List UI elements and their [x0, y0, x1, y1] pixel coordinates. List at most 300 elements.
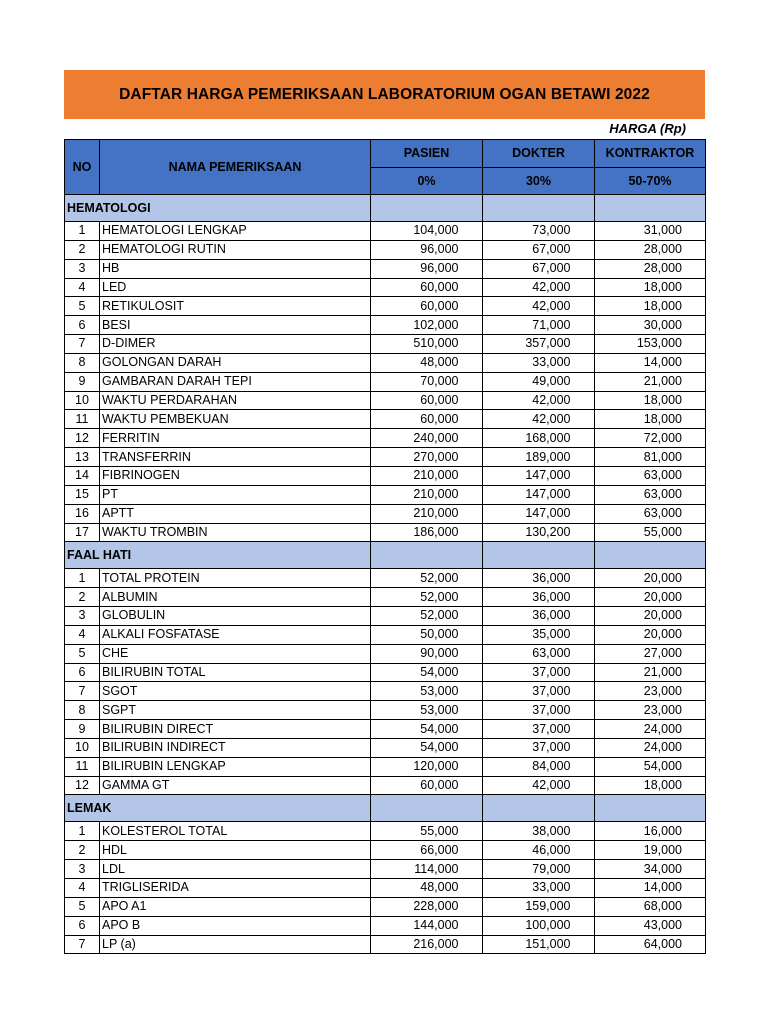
- row-number: 2: [65, 588, 100, 607]
- price-pasien-value: 270,000: [413, 449, 459, 464]
- exam-name: BESI: [100, 316, 371, 335]
- price-kontraktor: [595, 466, 706, 485]
- price-pasien: [371, 222, 483, 241]
- exam-name: GAMMA GT: [100, 776, 371, 795]
- price-pasien: [371, 523, 483, 542]
- header-pasien: PASIEN: [371, 140, 483, 168]
- exam-name: APO A1: [100, 897, 371, 916]
- price-kontraktor-value: 23,000: [643, 702, 682, 717]
- price-pasien: [371, 588, 483, 607]
- price-dokter-value: 71,000: [532, 317, 571, 332]
- section-empty-cell: [595, 542, 706, 569]
- price-pasien: [371, 897, 483, 916]
- price-kontraktor-value: 20,000: [643, 608, 682, 623]
- price-pasien: [371, 822, 483, 841]
- section-header-row: [65, 195, 706, 222]
- row-number: 5: [65, 644, 100, 663]
- price-kontraktor-value: 16,000: [643, 823, 682, 838]
- price-pasien-value: 210,000: [413, 487, 459, 502]
- price-pasien: [371, 316, 483, 335]
- header-row: [65, 140, 706, 168]
- price-pasien-value: 114,000: [414, 861, 459, 876]
- price-kontraktor: [595, 625, 706, 644]
- price-kontraktor-value: 43,000: [643, 918, 682, 933]
- exam-name: APTT: [100, 504, 371, 523]
- price-dokter: [483, 841, 595, 860]
- row-number: 3: [65, 259, 100, 278]
- price-kontraktor: [595, 841, 706, 860]
- price-kontraktor-value: 18,000: [643, 298, 682, 313]
- price-dokter-value: 35,000: [532, 627, 571, 642]
- table-row: [65, 607, 706, 626]
- price-kontraktor-value: 21,000: [643, 374, 682, 389]
- price-pasien: [371, 879, 483, 898]
- price-kontraktor-value: 18,000: [643, 778, 682, 793]
- exam-name: APO B: [100, 916, 371, 935]
- table-row: [65, 841, 706, 860]
- table-row: [65, 429, 706, 448]
- exam-name: ALKALI FOSFATASE: [100, 625, 371, 644]
- price-kontraktor-value: 28,000: [643, 242, 682, 257]
- table-row: [65, 391, 706, 410]
- price-kontraktor: [595, 429, 706, 448]
- price-dokter-value: 42,000: [532, 411, 571, 426]
- exam-name: WAKTU TROMBIN: [100, 523, 371, 542]
- row-number: 10: [65, 738, 100, 757]
- price-kontraktor-value: 20,000: [643, 570, 682, 585]
- table-row: [65, 353, 706, 372]
- price-dokter-value: 42,000: [532, 279, 571, 294]
- price-kontraktor: [595, 916, 706, 935]
- price-kontraktor-value: 31,000: [643, 223, 682, 238]
- price-pasien-value: 60,000: [420, 393, 459, 408]
- price-dokter: [483, 372, 595, 391]
- exam-name: ALBUMIN: [100, 588, 371, 607]
- section-label: FAAL HATI: [65, 542, 371, 569]
- price-dokter: [483, 663, 595, 682]
- price-kontraktor-value: 14,000: [643, 880, 682, 895]
- price-kontraktor: [595, 588, 706, 607]
- table-row: [65, 297, 706, 316]
- row-number: 12: [65, 776, 100, 795]
- table-row: [65, 335, 706, 354]
- price-dokter: [483, 569, 595, 588]
- price-dokter: [483, 222, 595, 241]
- price-pasien: [371, 935, 483, 954]
- price-dokter-value: 49,000: [532, 374, 571, 389]
- price-pasien-value: 102,000: [413, 317, 459, 332]
- price-kontraktor-value: 34,000: [643, 861, 682, 876]
- row-number: 7: [65, 935, 100, 954]
- row-number: 1: [65, 822, 100, 841]
- price-kontraktor: [595, 860, 706, 879]
- price-pasien-value: 50,000: [420, 627, 459, 642]
- section-label: HEMATOLOGI: [65, 195, 371, 222]
- exam-name: TRANSFERRIN: [100, 448, 371, 467]
- table-row: [65, 663, 706, 682]
- price-kontraktor-value: 27,000: [643, 646, 682, 661]
- price-kontraktor: [595, 410, 706, 429]
- table-row: [65, 879, 706, 898]
- price-dokter: [483, 860, 595, 879]
- price-dokter-value: 38,000: [532, 823, 571, 838]
- price-dokter: [483, 485, 595, 504]
- price-pasien: [371, 466, 483, 485]
- price-dokter: [483, 316, 595, 335]
- price-kontraktor-value: 24,000: [643, 740, 682, 755]
- price-pasien: [371, 569, 483, 588]
- table-row: [65, 757, 706, 776]
- header-dokter: DOKTER: [483, 140, 595, 168]
- table-row: [65, 644, 706, 663]
- price-dokter: [483, 897, 595, 916]
- price-pasien: [371, 663, 483, 682]
- exam-name: GOLONGAN DARAH: [100, 353, 371, 372]
- row-number: 7: [65, 335, 100, 354]
- price-pasien-value: 144,000: [413, 918, 459, 933]
- exam-name: BILIRUBIN INDIRECT: [100, 738, 371, 757]
- price-dokter-value: 67,000: [532, 261, 571, 276]
- price-kontraktor-value: 18,000: [643, 393, 682, 408]
- price-dokter-value: 159,000: [525, 899, 571, 914]
- exam-name: SGOT: [100, 682, 371, 701]
- table-row: [65, 410, 706, 429]
- price-kontraktor-value: 20,000: [643, 589, 682, 604]
- price-dokter-value: 63,000: [532, 646, 571, 661]
- price-dokter-value: 33,000: [532, 355, 571, 370]
- price-dokter: [483, 588, 595, 607]
- price-dokter: [483, 297, 595, 316]
- price-kontraktor: [595, 372, 706, 391]
- price-kontraktor: [595, 240, 706, 259]
- price-dokter: [483, 822, 595, 841]
- table-row: [65, 222, 706, 241]
- price-pasien-value: 52,000: [420, 570, 459, 585]
- price-kontraktor: [595, 316, 706, 335]
- exam-name: HEMATOLOGI RUTIN: [100, 240, 371, 259]
- price-kontraktor: [595, 776, 706, 795]
- exam-name: WAKTU PERDARAHAN: [100, 391, 371, 410]
- price-kontraktor-value: 68,000: [643, 899, 682, 914]
- row-number: 15: [65, 485, 100, 504]
- table-row: [65, 240, 706, 259]
- table-row: [65, 569, 706, 588]
- price-kontraktor-value: 81,000: [643, 449, 682, 464]
- price-dokter: [483, 448, 595, 467]
- exam-name: D-DIMER: [100, 335, 371, 354]
- section-empty-cell: [595, 195, 706, 222]
- price-pasien-value: 210,000: [413, 468, 459, 483]
- price-kontraktor: [595, 523, 706, 542]
- price-dokter-value: 73,000: [532, 223, 571, 238]
- price-kontraktor: [595, 701, 706, 720]
- table-row: [65, 588, 706, 607]
- price-dokter-value: 37,000: [532, 683, 571, 698]
- price-dokter: [483, 607, 595, 626]
- section-empty-cell: [483, 195, 595, 222]
- table-row: [65, 738, 706, 757]
- price-pasien-value: 54,000: [420, 664, 459, 679]
- price-dokter: [483, 259, 595, 278]
- exam-name: TRIGLISERIDA: [100, 879, 371, 898]
- price-pasien-value: 96,000: [420, 261, 459, 276]
- price-pasien-value: 53,000: [420, 702, 459, 717]
- row-number: 7: [65, 682, 100, 701]
- price-dokter-value: 37,000: [532, 702, 571, 717]
- price-dokter-value: 147,000: [525, 506, 571, 521]
- price-dokter-value: 36,000: [532, 608, 571, 623]
- section-empty-cell: [483, 795, 595, 822]
- price-pasien-value: 186,000: [413, 524, 459, 539]
- price-dokter-value: 36,000: [532, 570, 571, 585]
- price-pasien-value: 90,000: [420, 646, 459, 661]
- table-row: [65, 523, 706, 542]
- price-kontraktor-value: 14,000: [643, 355, 682, 370]
- price-kontraktor: [595, 822, 706, 841]
- page-title: DAFTAR HARGA PEMERIKSAAN LABORATORIUM OGAN BETAWI 2022: [64, 70, 705, 119]
- price-kontraktor-value: 18,000: [643, 279, 682, 294]
- price-pasien: [371, 391, 483, 410]
- price-dokter-value: 42,000: [532, 393, 571, 408]
- price-dokter: [483, 776, 595, 795]
- header-kontraktor-pct: 50-70%: [595, 167, 706, 195]
- row-number: 3: [65, 607, 100, 626]
- exam-name: LP (a): [100, 935, 371, 954]
- price-pasien: [371, 682, 483, 701]
- price-pasien: [371, 410, 483, 429]
- price-pasien: [371, 335, 483, 354]
- price-dokter-value: 67,000: [532, 242, 571, 257]
- price-kontraktor: [595, 879, 706, 898]
- price-kontraktor: [595, 935, 706, 954]
- price-pasien-value: 60,000: [420, 411, 459, 426]
- price-pasien-value: 53,000: [420, 683, 459, 698]
- price-pasien-value: 54,000: [420, 740, 459, 755]
- price-pasien: [371, 372, 483, 391]
- table-row: [65, 682, 706, 701]
- exam-name: BILIRUBIN DIRECT: [100, 720, 371, 739]
- table-row: [65, 701, 706, 720]
- exam-name: LED: [100, 278, 371, 297]
- section-header-row: [65, 542, 706, 569]
- table-row: [65, 822, 706, 841]
- price-kontraktor: [595, 897, 706, 916]
- price-pasien-value: 66,000: [420, 842, 459, 857]
- row-number: 8: [65, 701, 100, 720]
- row-number: 1: [65, 569, 100, 588]
- currency-note: HARGA (Rp): [609, 121, 686, 136]
- exam-name: FERRITIN: [100, 429, 371, 448]
- row-number: 2: [65, 240, 100, 259]
- header-name: NAMA PEMERIKSAAN: [100, 140, 371, 195]
- price-pasien-value: 216,000: [413, 936, 459, 951]
- row-number: 5: [65, 297, 100, 316]
- price-dokter-value: 84,000: [532, 759, 571, 774]
- price-kontraktor-value: 30,000: [643, 317, 682, 332]
- price-kontraktor: [595, 682, 706, 701]
- price-pasien: [371, 278, 483, 297]
- price-kontraktor-value: 21,000: [643, 664, 682, 679]
- row-number: 17: [65, 523, 100, 542]
- price-pasien: [371, 738, 483, 757]
- row-number: 4: [65, 278, 100, 297]
- price-pasien: [371, 860, 483, 879]
- price-pasien-value: 48,000: [420, 880, 459, 895]
- price-pasien-value: 228,000: [413, 899, 459, 914]
- price-dokter: [483, 701, 595, 720]
- table-row: [65, 720, 706, 739]
- header-dokter-pct: 30%: [483, 167, 595, 195]
- row-number: 3: [65, 860, 100, 879]
- price-pasien: [371, 448, 483, 467]
- price-pasien-value: 60,000: [420, 279, 459, 294]
- price-pasien-value: 60,000: [420, 778, 459, 793]
- header-no: NO: [65, 140, 100, 195]
- price-pasien: [371, 720, 483, 739]
- price-pasien: [371, 259, 483, 278]
- price-kontraktor: [595, 607, 706, 626]
- price-pasien: [371, 429, 483, 448]
- price-pasien: [371, 644, 483, 663]
- price-kontraktor: [595, 569, 706, 588]
- row-number: 6: [65, 663, 100, 682]
- price-dokter-value: 42,000: [532, 778, 571, 793]
- price-pasien: [371, 504, 483, 523]
- price-pasien-value: 52,000: [420, 608, 459, 623]
- price-dokter-value: 37,000: [532, 664, 571, 679]
- price-dokter: [483, 278, 595, 297]
- price-dokter-value: 36,000: [532, 589, 571, 604]
- price-dokter: [483, 523, 595, 542]
- price-dokter-value: 168,000: [525, 430, 571, 445]
- price-pasien: [371, 607, 483, 626]
- price-kontraktor-value: 55,000: [643, 524, 682, 539]
- exam-name: HB: [100, 259, 371, 278]
- price-pasien-value: 210,000: [413, 506, 459, 521]
- table-row: [65, 504, 706, 523]
- table-row: [65, 860, 706, 879]
- section-empty-cell: [371, 542, 483, 569]
- price-kontraktor-value: 20,000: [643, 627, 682, 642]
- exam-name: CHE: [100, 644, 371, 663]
- price-pasien: [371, 757, 483, 776]
- row-number: 6: [65, 316, 100, 335]
- section-label: LEMAK: [65, 795, 371, 822]
- price-dokter-value: 100,000: [525, 918, 571, 933]
- price-kontraktor-value: 54,000: [643, 759, 682, 774]
- exam-name: KOLESTEROL TOTAL: [100, 822, 371, 841]
- price-dokter: [483, 625, 595, 644]
- exam-name: TOTAL PROTEIN: [100, 569, 371, 588]
- price-kontraktor: [595, 663, 706, 682]
- exam-name: WAKTU PEMBEKUAN: [100, 410, 371, 429]
- table-row: [65, 372, 706, 391]
- price-kontraktor-value: 153,000: [636, 336, 682, 351]
- price-kontraktor: [595, 278, 706, 297]
- price-kontraktor-value: 19,000: [643, 842, 682, 857]
- price-pasien-value: 48,000: [420, 355, 459, 370]
- price-pasien: [371, 353, 483, 372]
- table-row: [65, 776, 706, 795]
- price-dokter: [483, 466, 595, 485]
- row-number: 4: [65, 879, 100, 898]
- table-row: [65, 916, 706, 935]
- price-dokter: [483, 916, 595, 935]
- price-kontraktor: [595, 720, 706, 739]
- price-pasien-value: 52,000: [420, 589, 459, 604]
- row-number: 6: [65, 916, 100, 935]
- price-kontraktor: [595, 485, 706, 504]
- price-kontraktor: [595, 738, 706, 757]
- exam-name: BILIRUBIN LENGKAP: [100, 757, 371, 776]
- price-pasien: [371, 485, 483, 504]
- price-pasien-value: 70,000: [420, 374, 459, 389]
- price-pasien-value: 54,000: [420, 721, 459, 736]
- price-table: [64, 139, 706, 954]
- row-number: 14: [65, 466, 100, 485]
- price-dokter-value: 42,000: [532, 298, 571, 313]
- price-pasien-value: 96,000: [420, 242, 459, 257]
- price-kontraktor: [595, 222, 706, 241]
- row-number: 5: [65, 897, 100, 916]
- price-kontraktor: [595, 297, 706, 316]
- table-row: [65, 259, 706, 278]
- exam-name: HDL: [100, 841, 371, 860]
- price-kontraktor-value: 72,000: [643, 430, 682, 445]
- price-pasien: [371, 625, 483, 644]
- exam-name: LDL: [100, 860, 371, 879]
- price-dokter: [483, 682, 595, 701]
- header-pasien-pct: 0%: [371, 167, 483, 195]
- price-pasien: [371, 701, 483, 720]
- exam-name: RETIKULOSIT: [100, 297, 371, 316]
- section-empty-cell: [595, 795, 706, 822]
- price-dokter-value: 130,200: [525, 524, 571, 539]
- price-kontraktor-value: 24,000: [643, 721, 682, 736]
- price-pasien: [371, 916, 483, 935]
- row-number: 2: [65, 841, 100, 860]
- price-dokter-value: 357,000: [525, 336, 571, 351]
- price-kontraktor-value: 23,000: [643, 683, 682, 698]
- row-number: 10: [65, 391, 100, 410]
- price-dokter-value: 37,000: [532, 721, 571, 736]
- section-empty-cell: [483, 542, 595, 569]
- price-dokter-value: 33,000: [532, 880, 571, 895]
- price-pasien: [371, 240, 483, 259]
- price-pasien-value: 240,000: [413, 430, 459, 445]
- row-number: 11: [65, 757, 100, 776]
- price-dokter: [483, 335, 595, 354]
- table-row: [65, 278, 706, 297]
- price-dokter-value: 151,000: [525, 936, 571, 951]
- row-number: 9: [65, 720, 100, 739]
- exam-name: HEMATOLOGI LENGKAP: [100, 222, 371, 241]
- price-kontraktor-value: 63,000: [643, 468, 682, 483]
- price-dokter: [483, 410, 595, 429]
- price-pasien-value: 104,000: [413, 223, 459, 238]
- header-kontraktor: KONTRAKTOR: [595, 140, 706, 168]
- price-kontraktor: [595, 259, 706, 278]
- row-number: 4: [65, 625, 100, 644]
- exam-name: PT: [100, 485, 371, 504]
- price-dokter: [483, 429, 595, 448]
- row-number: 11: [65, 410, 100, 429]
- row-number: 8: [65, 353, 100, 372]
- section-empty-cell: [371, 195, 483, 222]
- price-kontraktor: [595, 448, 706, 467]
- price-pasien-value: 510,000: [413, 336, 459, 351]
- price-pasien-value: 60,000: [420, 298, 459, 313]
